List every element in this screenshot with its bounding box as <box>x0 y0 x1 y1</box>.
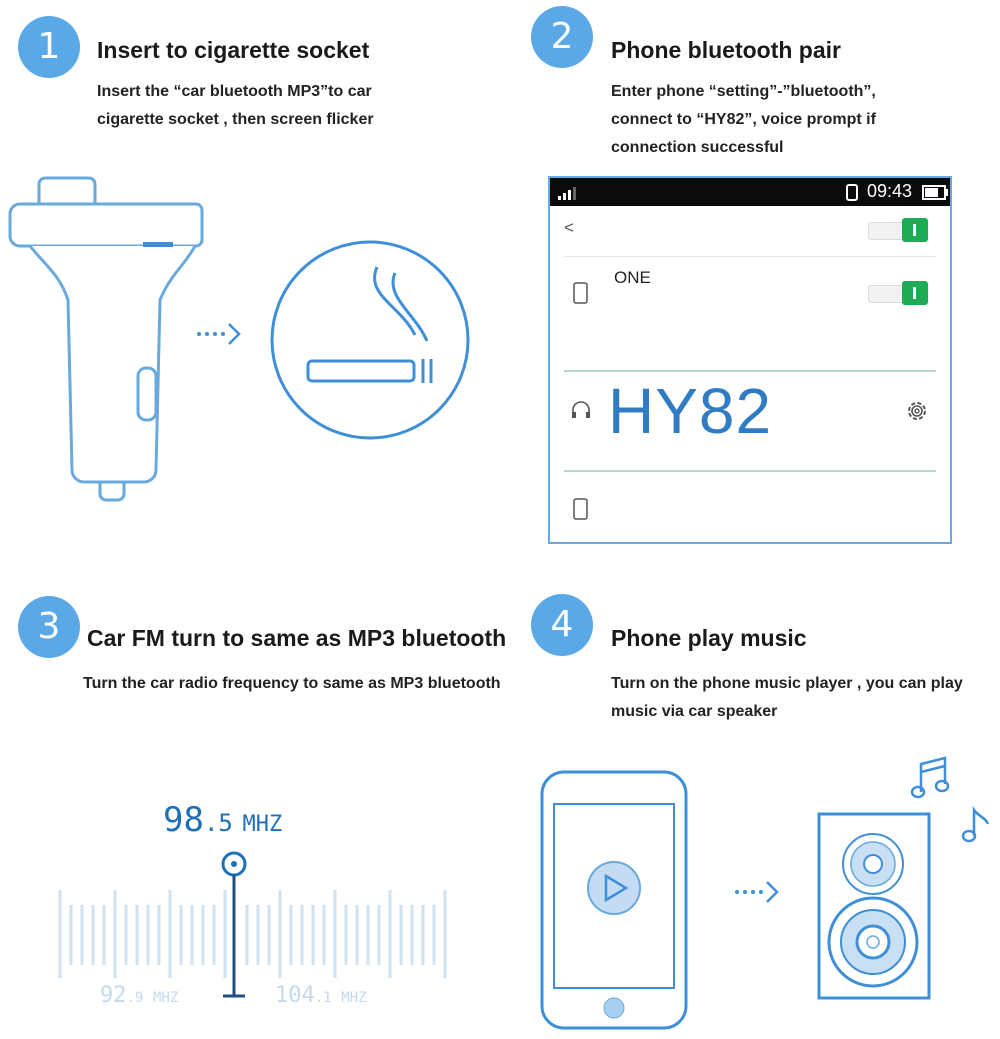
signal-icon <box>558 185 578 201</box>
step-2-desc-line: connect to “HY82”, voice prompt if <box>611 111 876 128</box>
divider <box>564 370 936 372</box>
phone-device-icon <box>572 498 590 522</box>
bluetooth-settings-screen <box>548 176 952 544</box>
step-2-desc-line: Enter phone “setting”-”bluetooth”, <box>611 83 876 100</box>
phone-device-icon <box>572 282 590 306</box>
step-3-desc-line: Turn the car radio frequency to same as MP3 bluetooth <box>83 675 501 692</box>
gear-icon[interactable] <box>904 398 930 424</box>
arrow-right-icon <box>195 318 245 348</box>
step-4-badge: 4 <box>531 594 593 656</box>
phone-player-icon <box>540 770 690 1032</box>
step-1-desc-line: Insert the “car bluetooth MP3”to car <box>97 83 372 100</box>
step-3-description <box>83 670 501 698</box>
max-whole: 104 <box>275 983 315 1008</box>
frequency-unit: MHZ <box>242 812 283 837</box>
step-2-desc-line: connection successful <box>611 139 784 156</box>
radio-tuner-scale <box>50 850 490 990</box>
step-1-title: Insert to cigarette socket <box>97 37 370 63</box>
speaker-icon <box>817 812 933 1002</box>
max-unit: MHZ <box>341 990 367 1006</box>
frequency-min-label <box>100 983 178 1008</box>
step-4-description <box>611 670 963 726</box>
headphones-icon <box>570 400 592 420</box>
bluetooth-toggle[interactable] <box>868 218 928 242</box>
step-3-title: Car FM turn to same as MP3 bluetooth <box>87 625 507 651</box>
min-decimal: .9 <box>126 990 144 1006</box>
phone-rotate-icon <box>844 184 864 202</box>
step-4-desc-line: Turn on the phone music player , you can play <box>611 675 963 692</box>
status-bar <box>550 178 950 206</box>
step-1-badge: 1 <box>18 16 80 78</box>
current-frequency <box>163 800 282 840</box>
min-whole: 92 <box>100 983 127 1008</box>
status-time: 09:43 <box>866 181 912 201</box>
arrow-right-icon <box>733 876 783 906</box>
device-name-hy82[interactable]: HY82 <box>608 375 773 447</box>
divider <box>564 256 936 257</box>
step-2-description <box>611 78 876 162</box>
step-2-badge: 2 <box>531 6 593 68</box>
frequency-whole: 98 <box>163 800 204 840</box>
battery-icon <box>922 185 950 201</box>
device-name-one[interactable]: ONE <box>614 268 651 287</box>
divider <box>564 470 936 472</box>
step-1-description <box>97 78 374 134</box>
back-button[interactable]: < <box>564 218 574 237</box>
step-2-title: Phone bluetooth pair <box>611 37 841 63</box>
music-note-icon <box>911 752 955 800</box>
step-1-desc-line: cigarette socket , then screen flicker <box>97 111 374 128</box>
min-unit: MHZ <box>153 990 179 1006</box>
frequency-decimal: .5 <box>203 809 233 837</box>
step-3-badge: 3 <box>18 596 80 658</box>
step-4-desc-line: music via car speaker <box>611 703 778 720</box>
music-note-icon <box>960 806 992 846</box>
device-one-toggle[interactable] <box>868 281 928 305</box>
max-decimal: .1 <box>314 990 332 1006</box>
cigarette-icon <box>265 235 475 445</box>
car-charger-icon <box>0 170 200 510</box>
frequency-max-label <box>275 983 367 1008</box>
step-4-title: Phone play music <box>611 625 807 651</box>
